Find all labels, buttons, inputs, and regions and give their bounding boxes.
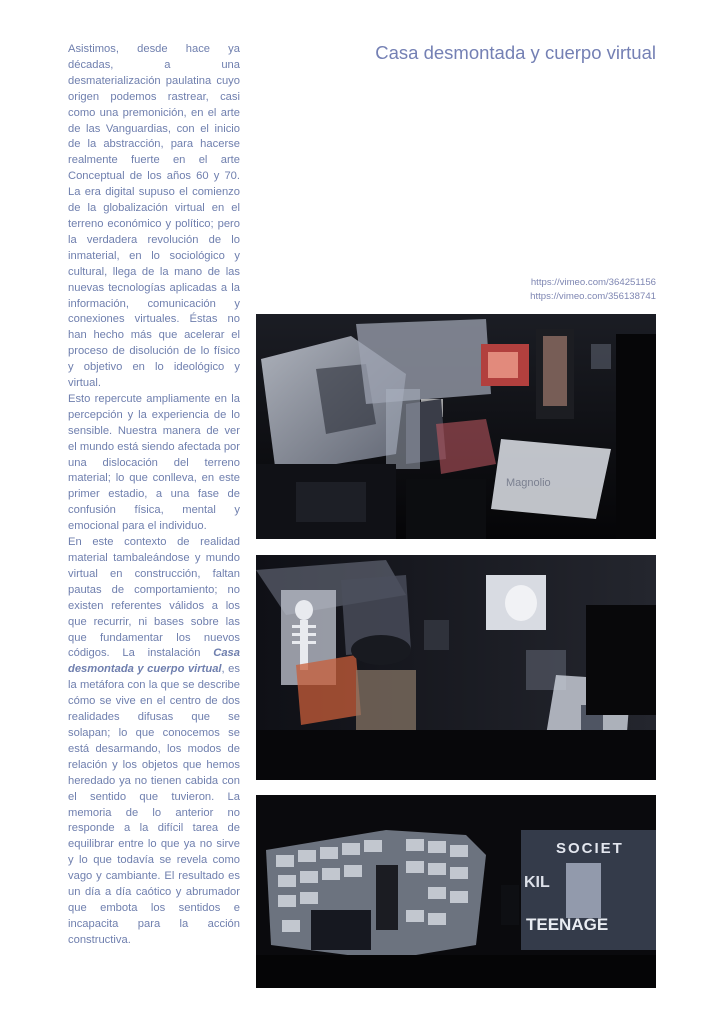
paragraph-1: Asistimos, desde hace ya décadas, a una desmaterialización paulatina cuyo origen podemos rastrear, casi como una premonición, en el arte de las Vanguardias, con el inicio de la abstracción, para hacerse realmente fuerte en el arte Conceptual de los años 60 y 70. La era digital supuso el comienzo de la globalización virtual en el terreno económico y político; pero la verdadera revolución de lo inmaterial, en lo sociológico y cultural, llega de la mano de las nuevas tecnologías aplicadas a la información, comunicación y conexiones virtuales. Éstas no han hecho más que acelerar el proceso de disolución de lo físico y objetivo en lo ideológico y virtual.: [68, 43, 240, 390]
paragraph-3-start: En este contexto de realidad material tambaleándose y mundo virtual en construcción, faltan pautas de comportamiento; no existen referentes válidos a los que recurrir, ni bases sobre las que fundamentar los nuevos códigos. La instalación: [68, 536, 240, 660]
photo-3-text-left: KIL: [524, 874, 550, 891]
installation-photo-1: [256, 314, 656, 539]
video-links: [430, 276, 656, 303]
paragraph-3: [68, 535, 240, 949]
video-link-1[interactable]: https://vimeo.com/364251156: [530, 277, 656, 288]
photo-3-text-bottom: TEENAGE: [526, 915, 609, 934]
photo-3-text-top: SOCIET: [556, 840, 624, 857]
photo-1-text: Magnolio: [506, 477, 551, 489]
video-link-2[interactable]: https://vimeo.com/356138741: [530, 290, 656, 302]
installation-title: Casa desmontada y cuerpo virtual: [68, 647, 240, 676]
paragraph-3-end: , es la metáfora con la que se describe cómo se vive en el centro de dos realidades difusas que se solapan; lo que conocemos se está desarmando, los modos de relación y los objetos que hemos heredado ya no tienen cabida con el sentido que tuvieron. La memoria de lo anterior no responde a la difícil tarea de equilibrar entre lo que ya no sirve y lo que todavía se revela como vago y cambiante. El resultado es un día a día caótico y abrumador que embota los sentidos e incapacita para la acción constructiva.: [68, 663, 240, 946]
paragraph-2: Esto repercute ampliamente en la percepción y la experiencia de lo sensible. Nuestra manera de ver el mundo está siendo afectada por una dislocación del terreno material; lo que conlleva, en este primer estadio, a una fase de confusión física, mental y emocional para el individuo.: [68, 392, 240, 533]
installation-photo-2: [256, 555, 656, 780]
installation-photo-3: [256, 795, 656, 988]
body-text: [68, 42, 240, 949]
page-title: Casa desmontada y cuerpo virtual: [375, 42, 656, 63]
